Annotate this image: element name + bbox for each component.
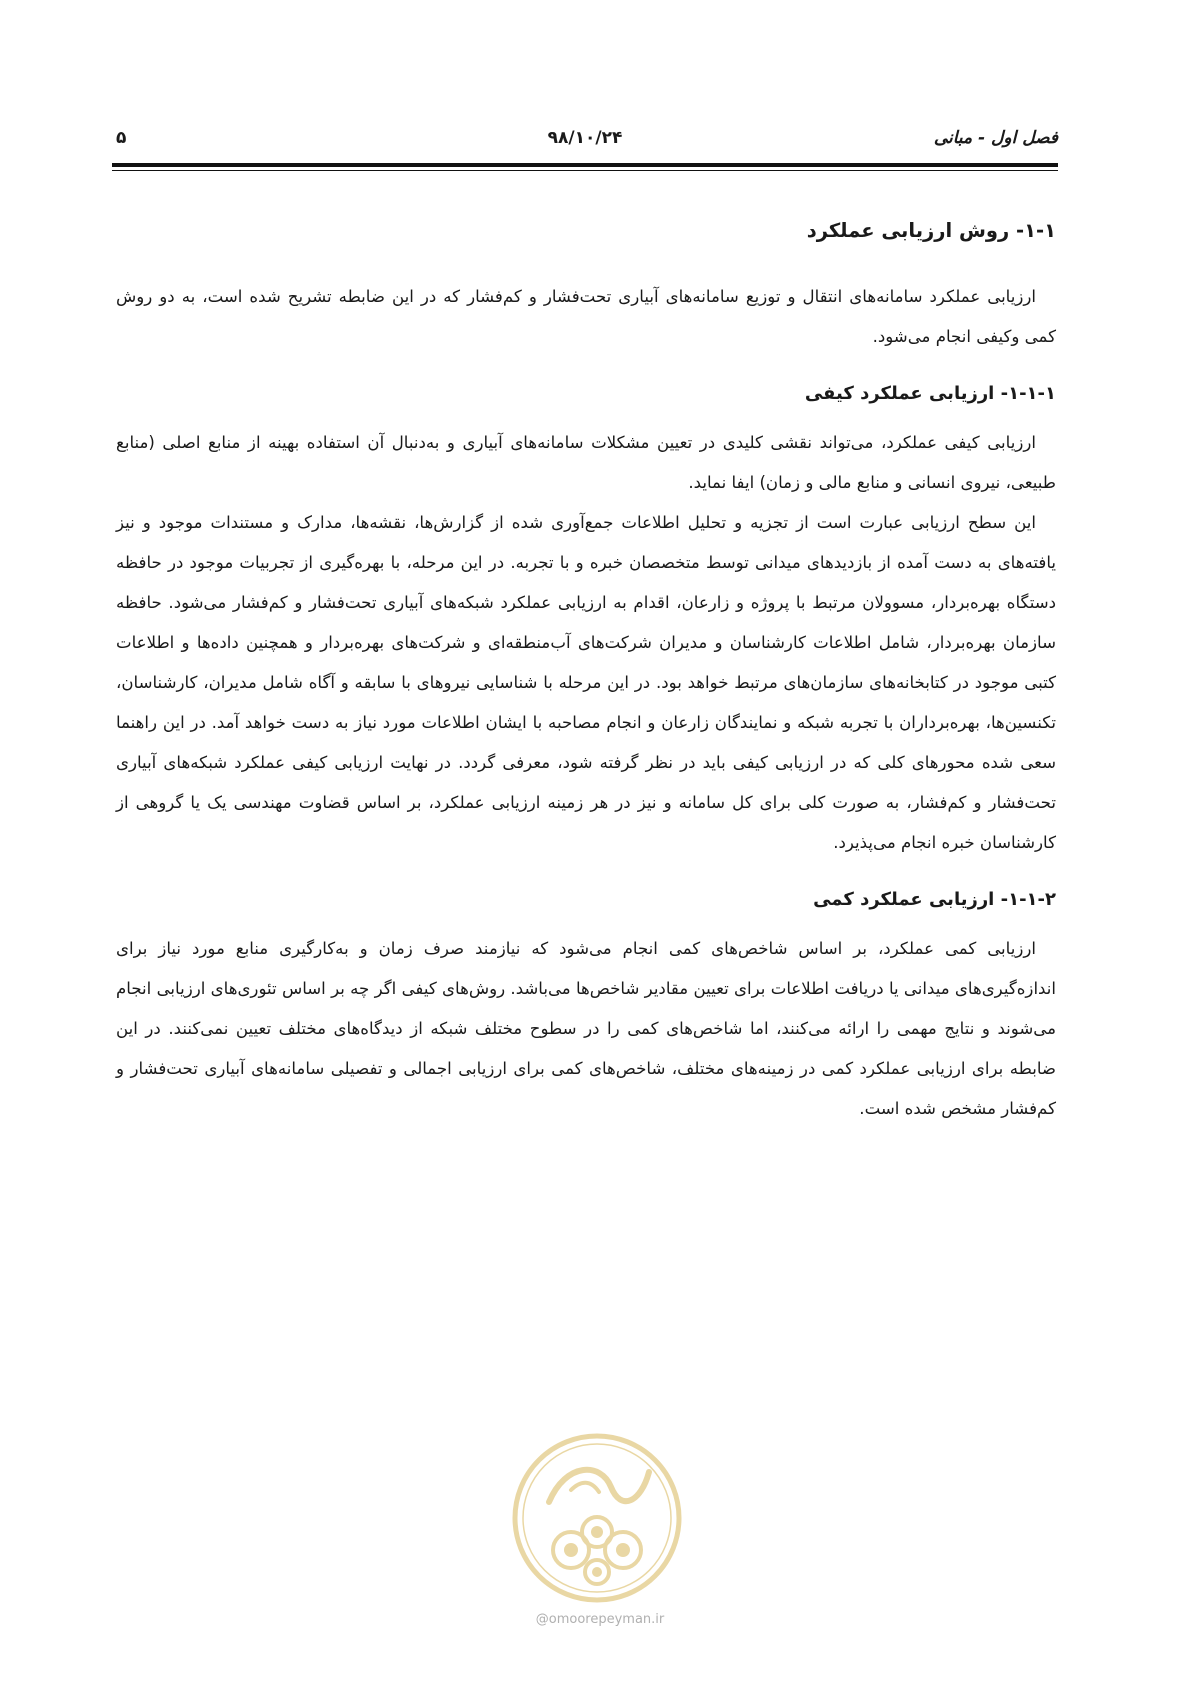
paragraph-qualitative-1: ارزیابی کیفی عملکرد، می‌تواند نقشی کلیدی در تعیین مشکلات سامانه‌های آبیاری و به‌دنبال آن استفاده بهینه از منابع اصلی (منابع طبیعی، نیروی انسانی و منابع مالی و زمان) ایفا نماید. — [116, 433, 1056, 492]
paragraph-intro: ارزیابی عملکرد سامانه‌های انتقال و توزیع سامانه‌های آبیاری تحت‌فشار و کم‌فشار که در این ضابطه تشریح شده است، به دو روش کمی وکیفی انجام می‌شود. — [116, 287, 1056, 346]
section-heading-qualitative: ۱-۱-۱- ارزیابی عملکرد کیفی — [804, 383, 1056, 404]
header-rule-thin — [112, 170, 1058, 171]
header-rule-thick — [112, 163, 1058, 167]
header-date: ۹۸/۱۰/۲۴ — [547, 128, 623, 148]
page-number: ۵ — [116, 128, 127, 148]
page-header — [112, 128, 1058, 154]
watermark-logo-icon — [511, 1432, 683, 1604]
section-heading-quantitative: ۱-۱-۲- ارزیابی عملکرد کمی — [813, 889, 1056, 910]
watermark-site: @omoorepeyman.ir — [535, 1612, 665, 1627]
document-body — [116, 215, 1056, 1129]
section-heading-evaluation-method: ۱-۱- روش ارزیابی عملکرد — [806, 219, 1056, 242]
chapter-title: فصل اول - مبانی — [933, 128, 1058, 148]
paragraph-quantitative-1: ارزیابی کمی عملکرد، بر اساس شاخص‌های کمی انجام می‌شود که نیازمند صرف زمان و به‌کارگیری منابع مورد نیاز برای اندازه‌گیری‌های میدانی یا دریافت اطلاعات برای تعیین مقادیر شاخص‌ها می‌باشد. روش‌های کیفی اگر چه بر اساس تئوری‌های ارزیابی انجام می‌شوند و نتایج مهمی را ارائه می‌کنند، اما شاخص‌های کمی را در سطوح مختلف شبکه از دیدگاه‌های مختلف تعیین نمی‌کنند. در این ضابطه برای ارزیابی عملکرد کمی در زمینه‌های مختلف، شاخص‌های کمی برای ارزیابی اجمالی و تفصیلی سامانه‌های آبیاری تحت‌فشار و کم‌فشار مشخص شده است. — [116, 939, 1056, 1118]
paragraph-qualitative-2: این سطح ارزیابی عبارت است از تجزیه و تحلیل اطلاعات جمع‌آوری شده از گزارش‌ها، نقشه‌ها، مدارک و مستندات موجود و نیز یافته‌های به دست آمده از بازدیدهای میدانی توسط متخصصان خبره و با تجربه. در این مرحله، با بهره‌گیری از تجربیات موجود در حافظه دستگاه بهره‌بردار، مسوولان مرتبط با پروژه و زارعان، اقدام به ارزیابی عملکرد شبکه‌های آبیاری تحت‌فشار و کم‌فشار می‌شود. حافظه سازمان بهره‌بردار، شامل اطلاعات کارشناسان و مدیران شرکت‌های آب‌منطقه‌ای و شرکت‌های بهره‌بردار و همچنین داده‌ها و اطلاعات کتبی موجود در کتابخانه‌های سازمان‌های مرتبط خواهد بود. در این مرحله با شناسایی نیروهای با سابقه و آگاه شامل مدیران، کارشناسان، تکنسین‌ها، بهره‌برداران با تجربه شبکه و نمایندگان زارعان و انجام مصاحبه با ایشان اطلاعات مورد نیاز به دست خواهد آمد. در این راهنما سعی شده محورهای کلی که در ارزیابی کیفی باید در نظر گرفته شود، معرفی گردد. در نهایت ارزیابی کیفی عملکرد شبکه‌های آبیاری تحت‌فشار و کم‌فشار، به صورت کلی برای کل سامانه و نیز در هر زمینه ارزیابی عملکرد، بر اساس قضاوت مهندسی یک یا گروهی از کارشناسان خبره انجام می‌پذیرد. — [116, 513, 1056, 852]
